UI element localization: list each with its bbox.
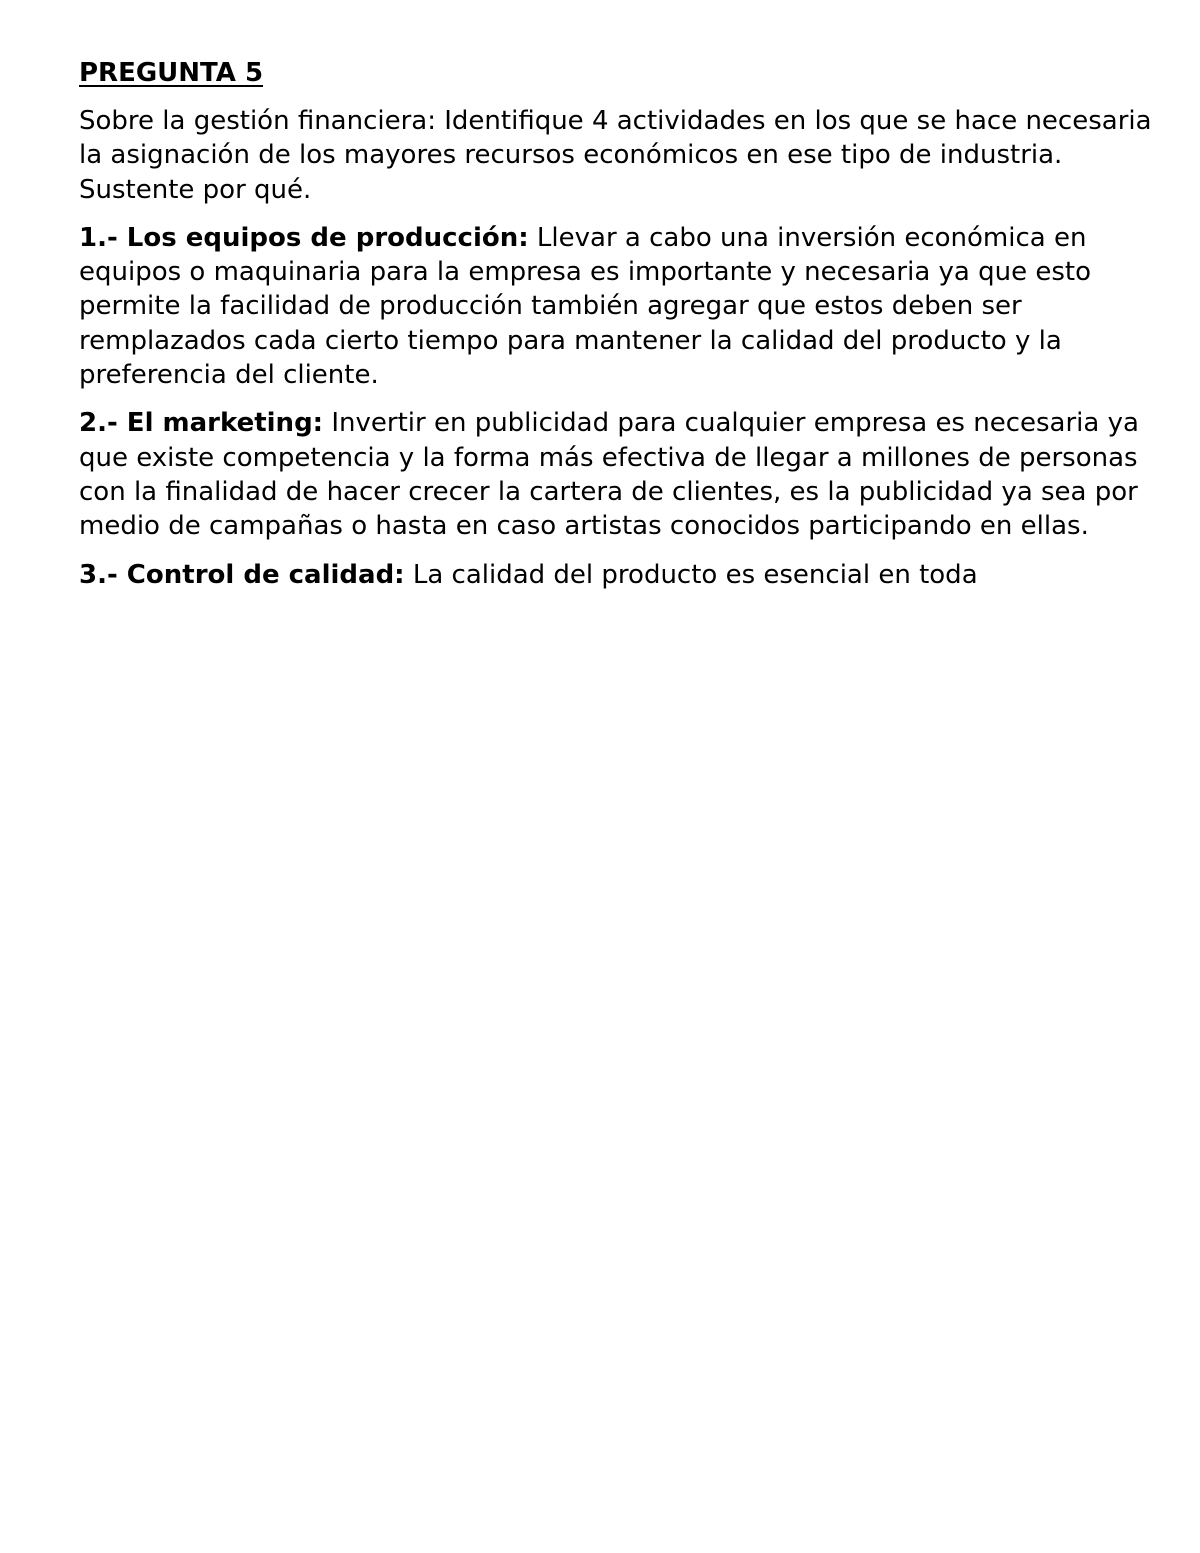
document-heading: PREGUNTA 5: [79, 58, 264, 88]
answer-item-2-term: 2.- El marketing:: [79, 408, 324, 439]
question-paragraph: Sobre la gestión financiera: Identifique 4 actividades en los que se hace necesaria la asignación de los mayores recursos económicos en ese tipo de industria. Sustente por qué.: [79, 106, 1152, 205]
answer-item-3-term: 3.- Control de calidad:: [79, 559, 405, 590]
answer-item-1-text: Llevar a cabo una inversión económica en equipos o maquinaria para la empresa es importante y necesaria ya que esto permite la facilidad de producción también agregar que estos deben ser remplazados cada cierto tiempo para mantener la calidad del producto y la preferencia del cliente.: [79, 222, 1092, 391]
answer-item-1-term: 1.- Los equipos de producción:: [79, 222, 529, 253]
document-page: [79, 56, 1159, 606]
answer-item-1: [79, 221, 1159, 392]
answer-item-3-text: La calidad del producto es esencial en toda: [404, 559, 978, 590]
answer-item-2: [79, 406, 1159, 543]
answer-item-3: [79, 558, 1159, 592]
answer-item-2-text: Invertir en publicidad para cualquier empresa es necesaria ya que existe competencia y la forma más efectiva de llegar a millones de personas con la finalidad de hacer crecer la cartera de clientes, es la publicidad ya sea por medio de campañas o hasta en caso artistas conocidos participando en ellas.: [79, 408, 1139, 542]
